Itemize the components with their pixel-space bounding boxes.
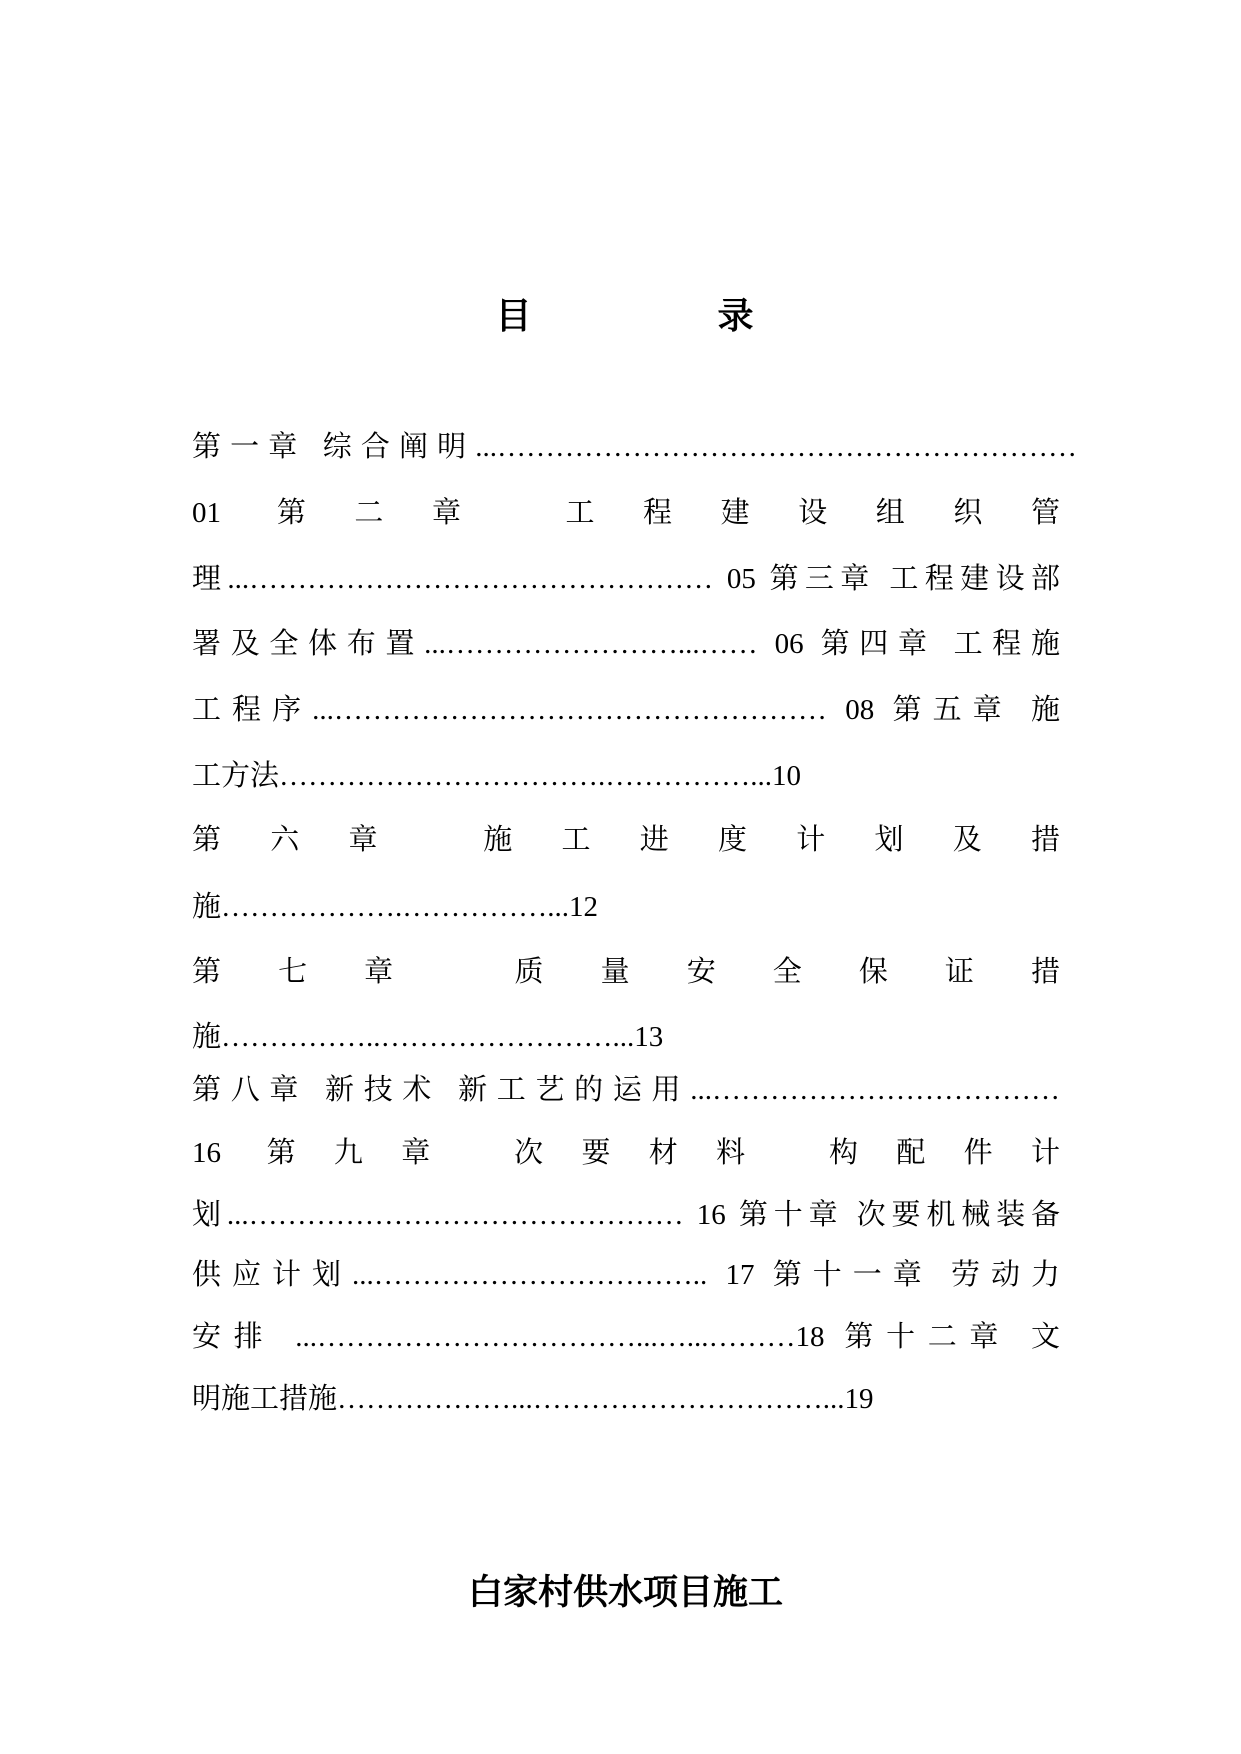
- toc-line-chapter-7-page: 施……………..……………………...13: [192, 1021, 664, 1053]
- toc-line-chapter-5-page: 工方法…………………………….……………...10: [192, 760, 802, 792]
- toc-line-chapter-7: [192, 952, 1060, 992]
- toc-line-chapter-2: 01 第二章 工程建设组织管: [192, 497, 1060, 529]
- toc-line-chapter-4: 署及全体布置...……………………...…… 06 第四章 工程施: [192, 628, 1060, 660]
- toc-line-chapter-10: 划...……………………………………… 16 第十章 次要机械装备: [192, 1199, 1060, 1231]
- toc-line-chapter-12: 安排 ...……………………………...…...………18 第十二章 文: [192, 1321, 1060, 1353]
- toc-line-chapter-9: 16 第九章 次要材料 构配件计: [192, 1137, 1060, 1169]
- toc-line-chapter-8: 第八章 新技术 新工艺的运用...………………………………: [192, 1074, 1060, 1106]
- toc-line-chapter-5: 工程序...…………………………………………… 08 第五章 施: [192, 694, 1060, 726]
- toc-line-chapter-1: 第一章 综合阐明...……………………………………………………: [192, 431, 1077, 463]
- toc-title: 目 录: [495, 296, 754, 336]
- toc-line-chapter-6-page: 施……………….……………...12: [192, 891, 599, 923]
- toc-line-chapter-3: 理...………………………………………… 05 第三章 工程建设部: [192, 563, 1060, 595]
- toc-line-chapter-7-text: 第七章 质量安全保证措: [192, 956, 1060, 988]
- toc-line-chapter-12-page: 明施工措施………………...…………………………...19: [192, 1383, 874, 1415]
- toc-line-chapter-6: 第六章 施工进度计划及措: [192, 824, 1060, 856]
- toc-line-chapter-11: 供应计划...…………………………….. 17 第十一章 劳动力: [192, 1259, 1060, 1291]
- section-heading: 白家村供水项目施工: [467, 1573, 783, 1612]
